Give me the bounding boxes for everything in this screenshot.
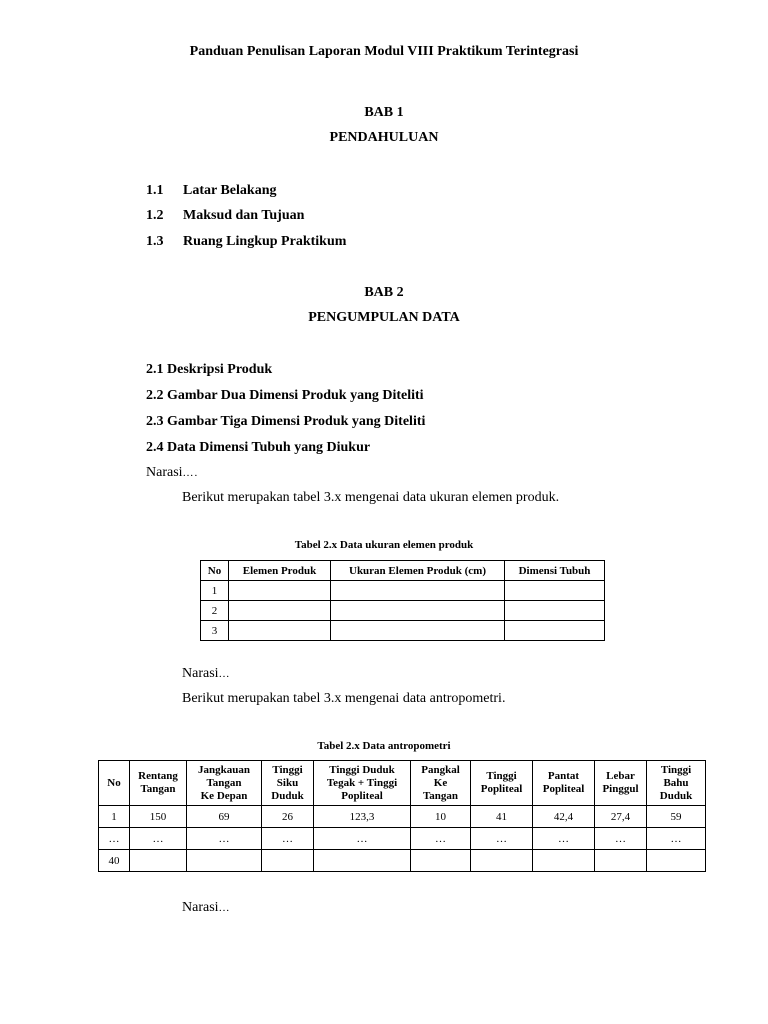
narasi-dots: …. [182,467,199,479]
document-title: Panduan Penulisan Laporan Modul VIII Praktikum Terintegrasi [189,44,579,59]
table-cell [331,621,505,641]
header-line: Siku [276,776,299,789]
header-line: Tegak + Tinggi [326,776,398,789]
table-cell [187,850,262,872]
table-cell: 1 [99,806,130,828]
col-header-no: No [201,561,229,581]
table-cell [647,850,706,872]
table-cell: … [262,828,314,850]
table-row [99,850,706,872]
table-row [99,806,706,828]
narasi-dots: … [218,902,231,914]
header-line: Tinggi [272,763,303,776]
table-row [99,828,706,850]
header-line: Pantat [547,770,580,782]
narasi-word: Narasi [146,465,183,480]
table-cell: 150 [130,806,187,828]
table-cell [411,850,471,872]
table-cell [471,850,533,872]
col-header-rentang-tangan [130,761,187,806]
table-cell: … [99,828,130,850]
table1-caption: Tabel 2.x Data ukuran elemen produk [294,539,474,551]
col-header-lebar-pinggul [595,761,647,806]
table-cell: … [647,828,706,850]
col-header-no [99,761,130,806]
header-line: Pinggul [602,783,639,795]
table-cell [595,850,647,872]
table-cell: … [411,828,471,850]
col-header-elemen-produk: Elemen Produk [229,561,331,581]
col-header-pangkal-ke-tangan [411,761,471,806]
table-cell [505,621,605,641]
col-header-tinggi-duduk-tegak [314,761,411,806]
table2-intro-text: Berikut merupakan tabel 3.x mengenai data antropometri. [182,691,506,706]
table-cell: 123,3 [314,806,411,828]
table-cell: 3 [201,621,229,641]
bab1-title: PENDAHULUAN [329,130,439,145]
table-cell: 41 [471,806,533,828]
narasi-word: Narasi [182,666,219,681]
table-row [201,601,605,621]
element-size-table [200,560,605,641]
table-cell: … [314,828,411,850]
col-header-tinggi-popliteal [471,761,533,806]
table-cell: 69 [187,806,262,828]
table-cell [229,581,331,601]
header-line: Lebar [606,770,635,782]
header-line: Bahu [663,776,689,789]
col-header-dimensi-tubuh: Dimensi Tubuh [505,561,605,581]
col-header-tinggi-bahu-duduk [647,761,706,806]
header-line: No [107,776,121,789]
table-cell: … [471,828,533,850]
header-line: Popliteal [341,789,383,802]
section-number: 1.1 [146,183,164,198]
header-line: Tinggi [660,763,692,776]
table-cell: … [595,828,647,850]
section-heading: Maksud dan Tujuan [183,208,305,223]
anthropometry-table [98,760,706,872]
narasi-placeholder [182,666,231,682]
table-cell [533,850,595,872]
section-heading: 2.4 Data Dimensi Tubuh yang Diukur [146,440,371,455]
header-line: Tangan [422,789,459,802]
header-line: Duduk [271,789,304,802]
header-line: Ke [433,776,448,789]
bab2-title: PENGUMPULAN DATA [308,310,460,325]
table-cell: 26 [262,806,314,828]
table-cell: 27,4 [595,806,647,828]
bab2-label: BAB 2 [364,285,404,300]
table-cell [229,621,331,641]
narasi-dots: … [218,668,231,680]
table-cell [262,850,314,872]
table-cell: 1 [201,581,229,601]
section-heading: Ruang Lingkup Praktikum [183,234,347,249]
table1-intro-text: Berikut merupakan tabel 3.x mengenai data ukuran elemen produk. [182,490,560,505]
table-header-row [99,761,706,806]
table-row [201,621,605,641]
table-cell: … [533,828,595,850]
table-cell: 10 [411,806,471,828]
header-line: Popliteal [542,783,585,795]
table-row [201,581,605,601]
header-line: Ke Depan [200,789,248,802]
header-line: Tinggi [486,770,517,782]
section-heading: 2.3 Gambar Tiga Dimensi Produk yang Diteliti [146,414,426,429]
table-cell [130,850,187,872]
table-cell: 59 [647,806,706,828]
header-line: Jangkauan [198,763,250,776]
col-header-ukuran-elemen: Ukuran Elemen Produk (cm) [331,561,505,581]
section-heading: 2.2 Gambar Dua Dimensi Produk yang Diteliti [146,388,424,403]
table-cell: … [130,828,187,850]
section-heading: Latar Belakang [183,183,277,198]
header-line: Duduk [659,789,693,802]
header-line: Tangan [206,776,242,789]
narasi-placeholder [182,900,231,916]
section-number: 1.3 [146,234,164,249]
section-number: 1.2 [146,208,164,223]
header-line: Rentang [138,770,178,782]
table2-caption: Tabel 2.x Data antropometri [317,740,451,752]
table-cell: … [187,828,262,850]
table-cell: 40 [99,850,130,872]
table-cell [331,601,505,621]
table-cell [314,850,411,872]
table-cell [229,601,331,621]
col-header-tinggi-siku-duduk [262,761,314,806]
col-header-jangkauan-tangan [187,761,262,806]
section-heading: 2.1 Deskripsi Produk [146,362,273,377]
header-line: Pangkal [421,763,460,776]
bab1-label: BAB 1 [364,105,404,120]
narasi-placeholder [146,465,198,481]
narasi-word: Narasi [182,900,219,915]
table-cell [505,601,605,621]
header-line: Tangan [140,783,176,795]
table-cell: 2 [201,601,229,621]
table-cell [505,581,605,601]
table-cell [331,581,505,601]
table-cell: 42,4 [533,806,595,828]
header-line: Tinggi Duduk [329,763,395,776]
header-line: Popliteal [480,783,523,795]
table-header-row [201,561,605,581]
col-header-pantat-popliteal [533,761,595,806]
